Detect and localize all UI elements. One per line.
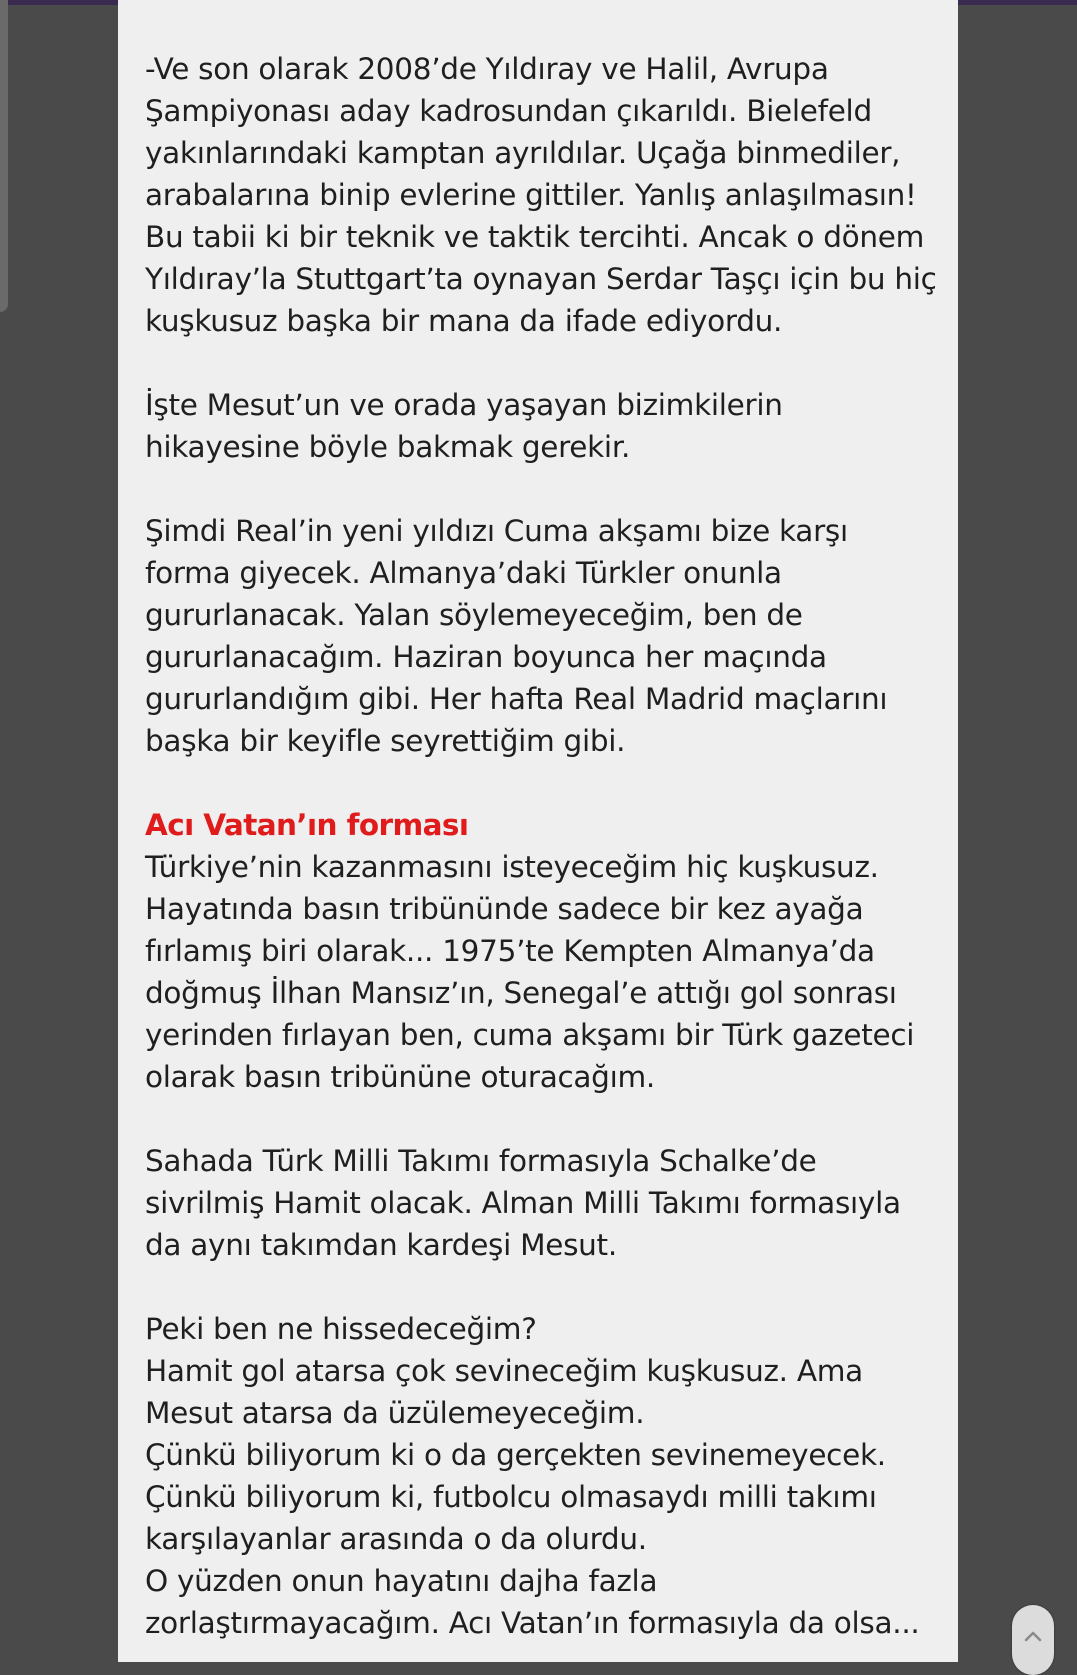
- paragraph-5: [145, 1140, 945, 1266]
- text-line: gururlanacak. Yalan söylemeyeceğim, ben de: [145, 598, 803, 632]
- text-line: da aynı takımdan kardeşi Mesut.: [145, 1228, 617, 1262]
- text-line: olarak basın tribününe oturacağım.: [145, 1060, 656, 1094]
- text-line: fırlamış biri olarak... 1975’te Kempten Almanya’da: [145, 934, 875, 968]
- text-line: Bu tabii ki bir teknik ve taktik tercihti. Ancak o dönem: [145, 220, 925, 254]
- article-body: [118, 0, 958, 1662]
- paragraph-1: [145, 48, 945, 342]
- text-line: -Ve son olarak 2008’de Yıldıray ve Halil, Avrupa: [145, 52, 829, 86]
- text-line: başka bir keyifle seyrettiğim gibi.: [145, 724, 626, 758]
- text-line: Türkiye’nin kazanmasını isteyeceğim hiç kuşkusuz.: [145, 850, 879, 884]
- scroll-to-top-button[interactable]: [1012, 1605, 1054, 1675]
- text-line: karşılayanlar arasında o da olurdu.: [145, 1522, 647, 1556]
- text-line: Çünkü biliyorum ki, futbolcu olmasaydı milli takımı: [145, 1480, 877, 1514]
- text-line: Mesut atarsa da üzülemeyeceğim.: [145, 1396, 645, 1430]
- paragraph-3: [145, 510, 945, 762]
- text-line: forma giyecek. Almanya’daki Türkler onunla: [145, 556, 782, 590]
- text-line: kuşkusuz başka bir mana da ifade ediyordu.: [145, 304, 783, 338]
- text-line: doğmuş İlhan Mansız’ın, Senegal’e attığı gol sonrası: [145, 976, 897, 1010]
- left-drawer-edge[interactable]: [0, 0, 8, 312]
- section-subheading: Acı Vatan’ın forması: [145, 808, 469, 842]
- text-line: Yıldıray’la Stuttgart’ta oynayan Serdar Taşçı için bu hiç: [145, 262, 937, 296]
- text-line: yerinden fırlayan ben, cuma akşamı bir Türk gazeteci: [145, 1018, 915, 1052]
- text-line: hikayesine böyle bakmak gerekir.: [145, 430, 631, 464]
- text-line: zorlaştırmayacağım. Acı Vatan’ın formasıyla da olsa...: [145, 1606, 920, 1640]
- text-line: arabalarına binip evlerine gittiler. Yanlış anlaşılmasın!: [145, 178, 917, 212]
- chevron-up-icon: [1023, 1629, 1043, 1643]
- text-line: Şampiyonası aday kadrosundan çıkarıldı. Bielefeld: [145, 94, 872, 128]
- text-line: İşte Mesut’un ve orada yaşayan bizimkilerin: [145, 388, 783, 422]
- text-line: sivrilmiş Hamit olacak. Alman Milli Takımı formasıyla: [145, 1186, 901, 1220]
- text-line: Peki ben ne hissedeceğim?: [145, 1312, 537, 1346]
- text-line: Hamit gol atarsa çok sevineceğim kuşkusuz. Ama: [145, 1354, 863, 1388]
- paragraph-2: [145, 384, 945, 468]
- text-line: Hayatında basın tribününde sadece bir kez ayağa: [145, 892, 864, 926]
- text-line: Şimdi Real’in yeni yıldızı Cuma akşamı bize karşı: [145, 514, 848, 548]
- text-line: gururlandığım gibi. Her hafta Real Madrid maçlarını: [145, 682, 888, 716]
- article-content: [145, 48, 945, 1644]
- paragraph-4: [145, 846, 945, 1098]
- text-line: O yüzden onun hayatını dajha fazla: [145, 1564, 658, 1598]
- paragraph-6: [145, 1308, 945, 1644]
- text-line: Sahada Türk Milli Takımı formasıyla Schalke’de: [145, 1144, 817, 1178]
- text-line: gururlanacağım. Haziran boyunca her maçında: [145, 640, 827, 674]
- text-line: Çünkü biliyorum ki o da gerçekten sevinemeyecek.: [145, 1438, 886, 1472]
- text-line: yakınlarındaki kamptan ayrıldılar. Uçağa binmediler,: [145, 136, 901, 170]
